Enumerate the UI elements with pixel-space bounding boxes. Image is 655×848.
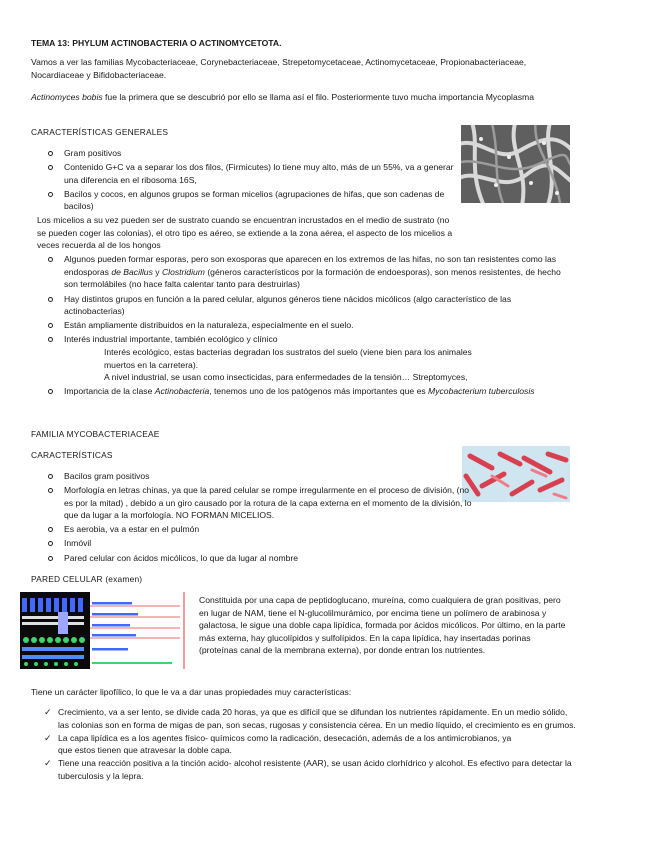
aar-text: Tiene una reacción positiva a la tinción acido- alcohol resistente (AAR), se usan ácido clorhídrico y alcohol. Es efectivo para detectar la tuberculosis y la lepra. [58,758,572,781]
industrial-text: A nivel industrial, se usan como insecticidas, para enfermedades de la tensión… Streptomyces, [104,372,468,383]
actinobacteria-name: Actinobacteria [154,386,210,397]
list-item [31,161,459,186]
actinomyces-name: Actinomyces bobis [31,92,103,102]
clase-text-mid: , tenemos uno de los patógenos más importantes que es [209,386,429,397]
bacilos-gram-text: Bacilos gram positivos [64,471,150,481]
list-item [31,523,521,536]
ecologico-text: Interés ecológico, estas bacterias degradan los sustratos del suelo (viene bien para los animales muertos en la carretera). [104,346,472,370]
list-item [31,484,479,522]
gram-text: Gram positivos [64,148,122,158]
list-item [31,552,521,565]
list-item [31,293,571,318]
gc-text: Contenido G+C va a separar los dos filos, (Firmicutes) lo tiene muy alto, más de un 55%, va a generar una diferencia en el ribosoma 16S, [64,162,454,185]
page-title: TEMA 13: PHYLUM ACTINOBACTERIA O ACTINOMYCETOTA. [31,38,282,48]
familia-heading: FAMILIA MYCOBACTERIACEAE [31,429,160,439]
lipofilico-intro: Tiene un carácter lipofílico, lo que le va a dar unas propiedades muy características: [31,687,352,697]
actinomyces-text: fue la primera que se descubrió por ello se llama así el filo. Posteriormente tuvo mucha importancia Mycoplasma [102,92,534,102]
morfologia-text: Morfología en letras chinas, ya que la pared celular se rompe irregularmente en el proceso de división, (no es por la mitad) , debido a un giro causado por la rotura de la capa externa en el momento de la división, lo que da lugar a la morfología. NO FORMAN MICELIOS. [64,485,472,521]
list-item [31,319,571,332]
esporas-join: y [152,266,162,277]
aerobia-text: Es aerobia, va a estar en el pulmón [64,524,200,535]
general-list [31,147,571,398]
list-item [31,253,571,291]
list-item [31,706,576,731]
actinomyces-paragraph [31,91,576,104]
esporas-text-end: (géneros característicos por la formación de endoesporas), son menos resistentes, de hecho son termolábiles (no hace falta calentar tanto para destruirlas) [64,266,561,290]
acidos-text: Pared celular con ácidos micólicos, lo que da lugar al nombre [64,552,299,563]
bacilos-text: Bacilos y cocos, en algunos grupos se forman micelios (agrupaciones de hifas, que son cadenas de bacilos) [64,188,445,212]
pared-text: Hay distintos grupos en función a la pared celular, algunos géneros tiene nácidos micólicos (algo característico de las actinobacterias) [64,293,512,317]
pared-heading: PARED CELULAR (examen) [31,574,143,584]
general-heading: CARACTERÍSTICAS GENERALES [31,127,169,137]
bacillus-name: de Bacillus [111,266,153,277]
cell-wall-drawing [20,592,185,669]
list-item [31,385,571,398]
clostridium-name: Clostridium [161,266,205,277]
interes-text: Interés industrial importante, también ecológico y clínico [64,334,278,345]
distrib-text: Están ampliamente distribuidos en la naturaleza, especialmente en el suelo. [64,320,354,331]
familia-list [31,470,521,564]
general-list-wrapper [31,147,571,399]
esporas-text: Algunos pueden formar esporas, pero son exosporas que aparecen en los extremos de las hifas, no son tan resistentes como las endosporas [64,254,557,277]
cell-wall-diagram [20,592,185,669]
clase-text: Importancia de la clase [64,386,155,397]
familia-list-wrapper [31,470,521,566]
inmovil-text: Inmóvil [64,538,92,549]
list-item [31,147,571,160]
list-item [31,188,459,252]
lipofilico-list-wrapper [31,706,576,783]
list-item [31,470,521,483]
lipofilico-list [31,706,576,783]
capa-text: La capa lipídica es a los agentes físico- químicos como la radicación, desecación, además de a los antimicrobianos, ya que estos tienen que atravesar la doble capa. [58,732,512,756]
micelios-text: Los micelios a su vez pueden ser de sustrato cuando se encuentran incrustados en el medio de sustrato (no se pueden coger las colonias), el otro tipo es aéreo, se extiende a la zona aérea, el aspecto de los micelios a veces recuerda al de los hongos [37,214,453,251]
pared-paragraph: Constituida por una capa de peptidoglucano, mureína, como cualquiera de gran positivas, pero en lugar de NAM, tiene el N-glucolilmurámico, por encima tiene un polímero de arabinosa y galactosa, le sigue una doble capa lipídica, formada por ácidos micólicos. Por último, en la parte más externa, hay glucolípidos y sulfolípidos. En la capa lipídica, hay insertadas porinas (proteínas canal de la membrana externa), por donde entran los nutrientes. [199,595,566,656]
intro-paragraph: Vamos a ver las familias Mycobacteriaceae, Corynebacteriaceae, Strepetomycetaceae, Actinomycetaceae, Propionabacteriaceae, Nocardiaceae y Bifidobacteriaceae. [31,57,527,80]
caracteristicas-heading: CARACTERÍSTICAS [31,450,113,460]
mycobacterium-name: Mycobacterium tuberculosis [428,386,535,397]
list-item [31,537,521,550]
crecimiento-text: Crecimiento, va a ser lento, se divide cada 20 horas, ya que es difícil que se difundan los nutrientes rápidamente. En un medio sólido, las colonias son en forma de migas de pan, son secas, rugosas y consistencia cérea. En un medio líquido, el crecimiento es en grumos. [58,707,576,730]
list-item [31,333,571,383]
list-item [31,732,528,757]
list-item [31,757,576,782]
